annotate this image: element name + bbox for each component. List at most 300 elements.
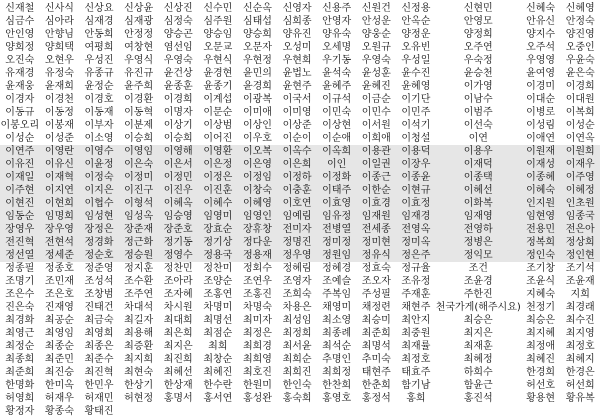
name-cell: 정원임 (317, 249, 357, 262)
name-cell: 윤재희 (44, 81, 74, 92)
name-cell: 허재민 (84, 393, 114, 404)
name-cell: 이창숙 (238, 184, 278, 197)
name-cell: 조주연 (124, 289, 154, 300)
name-cell: 윤혜진 (361, 81, 391, 92)
name-cell: 홍숙희 (282, 393, 312, 404)
name-cell: 오현우 (44, 55, 74, 66)
name-cell: 정병은 (436, 236, 521, 249)
name-cell: 정찬미 (203, 263, 233, 274)
name-cell: 윤정순 (84, 81, 114, 92)
name-cell (436, 405, 521, 418)
name-cell: 조희숙 (282, 289, 312, 300)
name-cell: 정미옥 (396, 236, 436, 249)
name-cell: 조윤식 (526, 276, 556, 287)
name-cell: 임예림 (277, 210, 317, 223)
name-cell: 이종윤 (396, 171, 436, 184)
name-cell: 이태주 (317, 184, 357, 197)
name-cell: 이동규 (5, 107, 35, 118)
name-cell: 이상인 (242, 120, 272, 131)
name-cell: 추미숙 (361, 354, 391, 365)
name-cell: 한수란 (203, 380, 233, 391)
name-cell: 임재경 (396, 210, 436, 223)
name-cell: 안향님 (44, 29, 74, 40)
name-cell: 오원규 (361, 42, 391, 53)
name-cell: 주복임 (322, 289, 352, 300)
name-cell: 정다운 (238, 236, 278, 249)
name-cell: 홍희 (406, 393, 426, 404)
name-cell: 한원미 (242, 380, 272, 391)
name-cell: 태효주 (401, 367, 431, 378)
name-cell: 임영미 (198, 210, 238, 223)
name-cell: 윤석숙 (322, 68, 352, 79)
name-cell: 이선숙 (463, 120, 493, 131)
name-cell: 임명희 (40, 210, 80, 223)
name-cell: 이혜선 (436, 184, 521, 197)
name-cell: 우숙정 (463, 55, 493, 66)
name-cell: 최정은 (242, 328, 272, 339)
name-cell: 최종순 (44, 341, 74, 352)
name-cell: 이주현 (0, 184, 40, 197)
name-cell: 윤종기 (203, 81, 233, 92)
name-cell: 임현영 (521, 210, 561, 223)
name-cell: 최미자 (242, 315, 272, 326)
name-cell: 황용현 (526, 393, 556, 404)
name-cell: 최은희 (163, 328, 193, 339)
name-cell: 한상재 (163, 380, 193, 391)
name-cell: 윤건상 (163, 68, 193, 79)
name-cell: 정종필 (5, 263, 35, 274)
name-cell: 최진혁 (84, 367, 114, 378)
name-cell: 이동정 (44, 107, 74, 118)
name-cell: 윤민의 (242, 68, 272, 79)
name-cell: 주성필 (361, 289, 391, 300)
name-cell: 차용은 (282, 302, 312, 313)
name-cell: 이계섭 (203, 94, 233, 105)
name-cell: 양진영 (565, 29, 595, 40)
name-cell: 윤법노 (282, 68, 312, 79)
name-cell: 조윤재 (565, 276, 595, 287)
name-cell: 이민주 (401, 107, 431, 118)
name-cell: 최혜정 (463, 354, 493, 365)
name-cell: 신상진 (163, 3, 193, 14)
name-cell: 정상희 (560, 236, 600, 249)
name-cell: 허현정 (124, 393, 154, 404)
name-cell: 최소영 (322, 315, 352, 326)
name-cell: 천정기 (526, 302, 556, 313)
name-cell: 정규율 (401, 263, 431, 274)
name-cell: 이은영 (238, 158, 278, 171)
name-cell: 정찬민 (163, 263, 193, 274)
name-cell: 천국가게(해주시요) (435, 302, 521, 313)
name-cell (356, 405, 396, 418)
name-cell: 이성림 (526, 120, 556, 131)
name-cell: 차명미 (203, 302, 233, 313)
name-cell: 한경희 (526, 367, 556, 378)
name-cell: 이재일 (0, 171, 40, 184)
name-cell: 최재훈 (463, 341, 493, 352)
name-cell: 이진우 (158, 184, 198, 197)
name-cell: 임성현 (79, 210, 119, 223)
name-cell: 최희정 (322, 367, 352, 378)
name-cell: 이혜수 (198, 197, 238, 210)
name-cell: 이효정 (396, 197, 436, 210)
name-cell: 이연주 (0, 145, 40, 158)
name-cell: 최혜진 (203, 367, 233, 378)
name-cell: 정준영 (84, 263, 114, 274)
name-cell: 최성임 (282, 315, 312, 326)
name-cell: 최정호 (565, 341, 595, 352)
name-cell: 최종은 (84, 341, 114, 352)
name-cell: 이경희 (163, 94, 193, 105)
name-cell: 최준민 (44, 354, 74, 365)
name-cell: 이승희 (163, 133, 193, 144)
name-cell: 정혜경 (322, 263, 352, 274)
name-cell: 신순옥 (242, 3, 272, 14)
name-cell: 윤현주 (282, 81, 312, 92)
name-cell (317, 405, 357, 418)
name-cell: 이현규 (396, 184, 436, 197)
name-cell: 한인숙 (282, 380, 312, 391)
name-cell: 임동순 (0, 210, 40, 223)
name-cell: 최재률 (401, 341, 431, 352)
name-cell: 우윤숙 (565, 55, 595, 66)
name-cell: 최희순 (282, 354, 312, 365)
name-cell: 최준수 (84, 354, 114, 365)
name-cell: 전영하 (436, 223, 521, 236)
name-cell: 이병로 (526, 107, 556, 118)
name-cell: 양승임 (203, 29, 233, 40)
name-cell: 윤혜주 (322, 81, 352, 92)
name-cell: 최금숙 (84, 315, 114, 326)
name-cell: 이유진 (0, 158, 40, 171)
name-cell: 신용주 (322, 3, 352, 14)
name-cell: 양승희 (242, 29, 272, 40)
name-cell: 장준호 (158, 223, 198, 236)
name-cell: 장우영 (40, 223, 80, 236)
name-cell: 이은정 (198, 158, 238, 171)
name-cell: 이원희 (560, 145, 600, 158)
name-cell: 정효숙 (361, 263, 391, 274)
name-cell: 우현정 (242, 55, 272, 66)
name-cell: 윤주희 (124, 81, 154, 92)
name-cell: 이주영 (560, 171, 600, 184)
name-cell: 이상범 (203, 120, 233, 131)
name-cell: 채현주 (401, 302, 431, 313)
name-cell: 이진구 (119, 184, 159, 197)
name-cell: 신상윤 (124, 3, 154, 14)
name-cell: 안동희 (84, 29, 114, 40)
name-cell: 이재혁 (40, 171, 80, 184)
name-cell: 안정정 (124, 29, 154, 40)
name-cell: 안옥순 (401, 16, 431, 27)
name-cell: 염선임 (163, 42, 193, 53)
name-cell: 이종택 (436, 171, 521, 184)
name-cell: 함윤근 (463, 380, 493, 391)
name-cell: 허영희 (5, 393, 35, 404)
name-cell: 최희영 (242, 354, 272, 365)
name-cell: 조예슬 (322, 276, 352, 287)
name-cell: 이우호 (242, 133, 272, 144)
name-cell: 이영임 (119, 145, 159, 158)
name-cell: 홍진석 (463, 393, 493, 404)
name-cell: 조오자 (361, 276, 391, 287)
name-cell: 정유식 (356, 249, 396, 262)
name-cell: 한경은 (565, 367, 595, 378)
name-cell: 조양순 (203, 276, 233, 287)
name-cell: 이현진 (0, 197, 40, 210)
name-cell: 조은수 (5, 289, 35, 300)
name-cell: 주재훈 (401, 289, 431, 300)
name-cell: 이형석 (119, 197, 159, 210)
name-cell: 이가영 (463, 81, 493, 92)
name-cell: 이규석 (322, 94, 352, 105)
name-cell: 정혜림 (282, 263, 312, 274)
name-cell: 홍영호 (322, 393, 352, 404)
name-cell: 최수진 (565, 315, 595, 326)
name-cell: 이은희 (277, 158, 317, 171)
name-cell: 황정자 (5, 406, 35, 417)
name-cell: 심금수 (5, 16, 35, 27)
name-cell: 전세종 (356, 223, 396, 236)
name-cell: 황태진 (84, 406, 114, 417)
name-cell: 인초원 (560, 197, 600, 210)
name-cell: 이일권 (356, 158, 396, 171)
name-cell: 이혜옥 (158, 197, 198, 210)
name-cell: 조아라 (163, 276, 193, 287)
name-cell: 정회수 (242, 263, 272, 274)
name-cell: 최호진 (242, 367, 272, 378)
name-cell: 이재덕 (436, 158, 521, 171)
name-cell: 조민재 (44, 276, 74, 287)
name-cell: 이영해 (158, 145, 198, 158)
name-cell: 양웅순 (361, 29, 391, 40)
name-cell: 이순이 (282, 133, 312, 144)
name-cell: 신혜영 (565, 3, 595, 14)
name-cell: 오중인 (565, 42, 595, 53)
name-cell: 이청설 (401, 133, 431, 144)
name-cell: 최준희 (361, 328, 391, 339)
name-cell: 이순애 (322, 133, 352, 144)
name-cell: 한찬희 (322, 380, 352, 391)
name-cell: 윤종훈 (163, 81, 193, 92)
name-cell: 오세명 (322, 42, 352, 53)
name-cell: 조건 (468, 263, 488, 274)
name-cell: 정용국 (198, 249, 238, 262)
name-cell: 최준희 (5, 367, 35, 378)
name-cell: 이경자 (5, 94, 35, 105)
name-cell: 이정은 (198, 171, 238, 184)
name-cell: 전은아 (560, 223, 600, 236)
name-cell: 안유신 (526, 16, 556, 27)
name-cell: 양승곤 (163, 29, 193, 40)
name-cell: 이정하 (277, 171, 317, 184)
name-cell: 이화복 (436, 197, 521, 210)
name-cell: 이광복 (242, 94, 272, 105)
name-cell: 이옥수 (277, 145, 317, 158)
name-cell: 정미현 (356, 236, 396, 249)
name-cell: 임재영 (436, 210, 521, 223)
name-cell: 정미정 (317, 236, 357, 249)
name-cell: 조홍연 (203, 289, 233, 300)
name-cell: 이봉오리 (0, 120, 40, 131)
name-cell: 지희 (570, 289, 590, 300)
name-cell: 윤혜영 (401, 81, 431, 92)
name-cell: 최희경 (242, 341, 272, 352)
name-cell: 오문교 (203, 42, 233, 53)
name-cell: 심재경 (84, 16, 114, 27)
name-cell: 이경환 (124, 94, 154, 105)
name-cell: 이은서 (158, 158, 198, 171)
name-cell: 이정임 (238, 171, 278, 184)
name-cell: 오유빈 (401, 42, 431, 53)
name-cell: 심아라 (44, 16, 74, 27)
name-cell: 우기동 (322, 55, 352, 66)
name-cell: 전용민 (521, 223, 561, 236)
name-cell: 조윤경 (463, 276, 493, 287)
name-cell: 최서윤 (282, 341, 312, 352)
name-cell: 조자혜 (163, 289, 193, 300)
name-cell: 최길자 (124, 315, 154, 326)
name-cell: 최지은 (163, 341, 193, 352)
name-cell: 이승희 (124, 133, 154, 144)
name-cell: 이경천 (44, 94, 74, 105)
name-cell: 한명화 (5, 380, 35, 391)
name-cell: 신사식 (44, 3, 74, 14)
name-cell: 전병열 (317, 223, 357, 236)
name-cell: 최대희 (163, 315, 193, 326)
name-cell: 인지원 (521, 197, 561, 210)
name-cell (396, 405, 436, 418)
name-cell: 진은숙 (5, 302, 35, 313)
name-cell: 최희진 (282, 367, 312, 378)
name-cell: 이호연 (277, 197, 317, 210)
name-cell: 이현희 (40, 197, 80, 210)
name-cell: 최지희 (124, 354, 154, 365)
name-cell: 이성준 (44, 133, 74, 144)
name-cell: 우성진 (84, 55, 114, 66)
name-cell (238, 405, 278, 418)
name-cell: 이영란 (40, 145, 80, 158)
name-cell: 이재성 (521, 158, 561, 171)
name-cell: 유종규 (84, 68, 114, 79)
name-cell: 허선희 (565, 380, 595, 391)
name-cell: 이옥희 (317, 145, 357, 158)
name-cell (158, 405, 198, 418)
name-cell: 정종호 (44, 263, 74, 274)
name-cell: 이성순 (5, 133, 35, 144)
name-cell: 장효순 (198, 223, 238, 236)
name-cell: 이서원 (361, 120, 391, 131)
name-cell: 이인 (317, 158, 357, 171)
name-cell: 태현주 (361, 367, 391, 378)
name-cell: 주한진 (463, 289, 493, 300)
name-cell: 최공순 (44, 315, 74, 326)
name-cell: 전영옥 (396, 223, 436, 236)
name-cell: 이충훈 (277, 184, 317, 197)
name-cell: 이재우 (560, 158, 600, 171)
name-cell: 이부자 (84, 120, 114, 131)
name-cell: 최경래 (565, 302, 595, 313)
name-cell: 이은숙 (119, 158, 159, 171)
name-cell: 이유신 (40, 158, 80, 171)
name-cell: 신현민 (463, 3, 493, 14)
name-cell: 정복희 (521, 236, 561, 249)
name-cell: 이용관 (356, 145, 396, 158)
name-cell: 오주석 (526, 42, 556, 53)
name-cell: 이문순 (203, 107, 233, 118)
name-cell: 윤여영 (526, 68, 556, 79)
name-cell: 한민우 (84, 380, 114, 391)
name-cell: 조창범 (84, 289, 114, 300)
name-cell: 심주원 (203, 16, 233, 27)
name-cell: 이한순 (356, 184, 396, 197)
name-cell: 오성미 (282, 42, 312, 53)
name-cell: 이장우 (396, 158, 436, 171)
name-cell: 차대석 (124, 302, 154, 313)
name-cell: 조홍진 (242, 289, 272, 300)
name-cell: 이상준 (282, 120, 312, 131)
name-cell: 이정숙 (79, 171, 119, 184)
name-cell: 이혜숙 (521, 184, 561, 197)
name-cell: 이동혁 (124, 107, 154, 118)
name-cell: 최영임 (44, 328, 74, 339)
name-cell: 정지훈 (124, 263, 154, 274)
name-cell: 안영모 (463, 16, 493, 27)
name-cell: 조유정 (401, 276, 431, 287)
name-cell: 전미자 (277, 223, 317, 236)
name-cell: 정용재 (238, 249, 278, 262)
name-cell: 이국서 (282, 94, 312, 105)
name-cell: 정익모 (436, 249, 521, 262)
name-cell: 정순호 (79, 249, 119, 262)
name-cell: 이영환 (198, 145, 238, 158)
name-cell: 이정화 (317, 171, 357, 184)
name-cell: 안영자 (322, 16, 352, 27)
name-cell: 허재우 (44, 393, 74, 404)
name-cell: 이오복 (238, 145, 278, 158)
name-cell: 이혜영 (238, 197, 278, 210)
name-cell: 이경호 (84, 94, 114, 105)
name-cell: 이석기 (401, 120, 431, 131)
name-cell: 이경미 (526, 81, 556, 92)
name-cell: 정기동 (158, 236, 198, 249)
name-cell: 윤은숙 (565, 68, 595, 79)
name-cell: 진태건 (84, 302, 114, 313)
name-cell: 이봉재 (44, 120, 74, 131)
name-cell: 전진혁 (0, 236, 40, 249)
name-cell: 전현석 (40, 236, 80, 249)
name-cell: 최영희 (84, 328, 114, 339)
name-cell: 이금순 (361, 94, 391, 105)
name-cell: 최안지 (401, 315, 431, 326)
name-cell: 이민숙 (322, 107, 352, 118)
name-cell: 최현숙 (124, 367, 154, 378)
name-cell: 오주연 (463, 42, 493, 53)
name-cell: 최종례 (322, 328, 352, 339)
name-cell: 이미애 (242, 107, 272, 118)
name-cell: 이진훈 (198, 184, 238, 197)
name-cell: 최석순 (322, 341, 352, 352)
name-cell: 최명석 (361, 341, 391, 352)
name-cell: 홍정석 (361, 393, 391, 404)
name-cell: 임유정 (317, 210, 357, 223)
name-cell: 황종숙 (44, 406, 74, 417)
name-cell: 이연옥 (565, 133, 595, 144)
name-cell: 이종혜 (521, 171, 561, 184)
name-cell: 조기석 (565, 263, 595, 274)
name-cell: 최정애 (526, 341, 556, 352)
name-cell: 이효경 (356, 197, 396, 210)
